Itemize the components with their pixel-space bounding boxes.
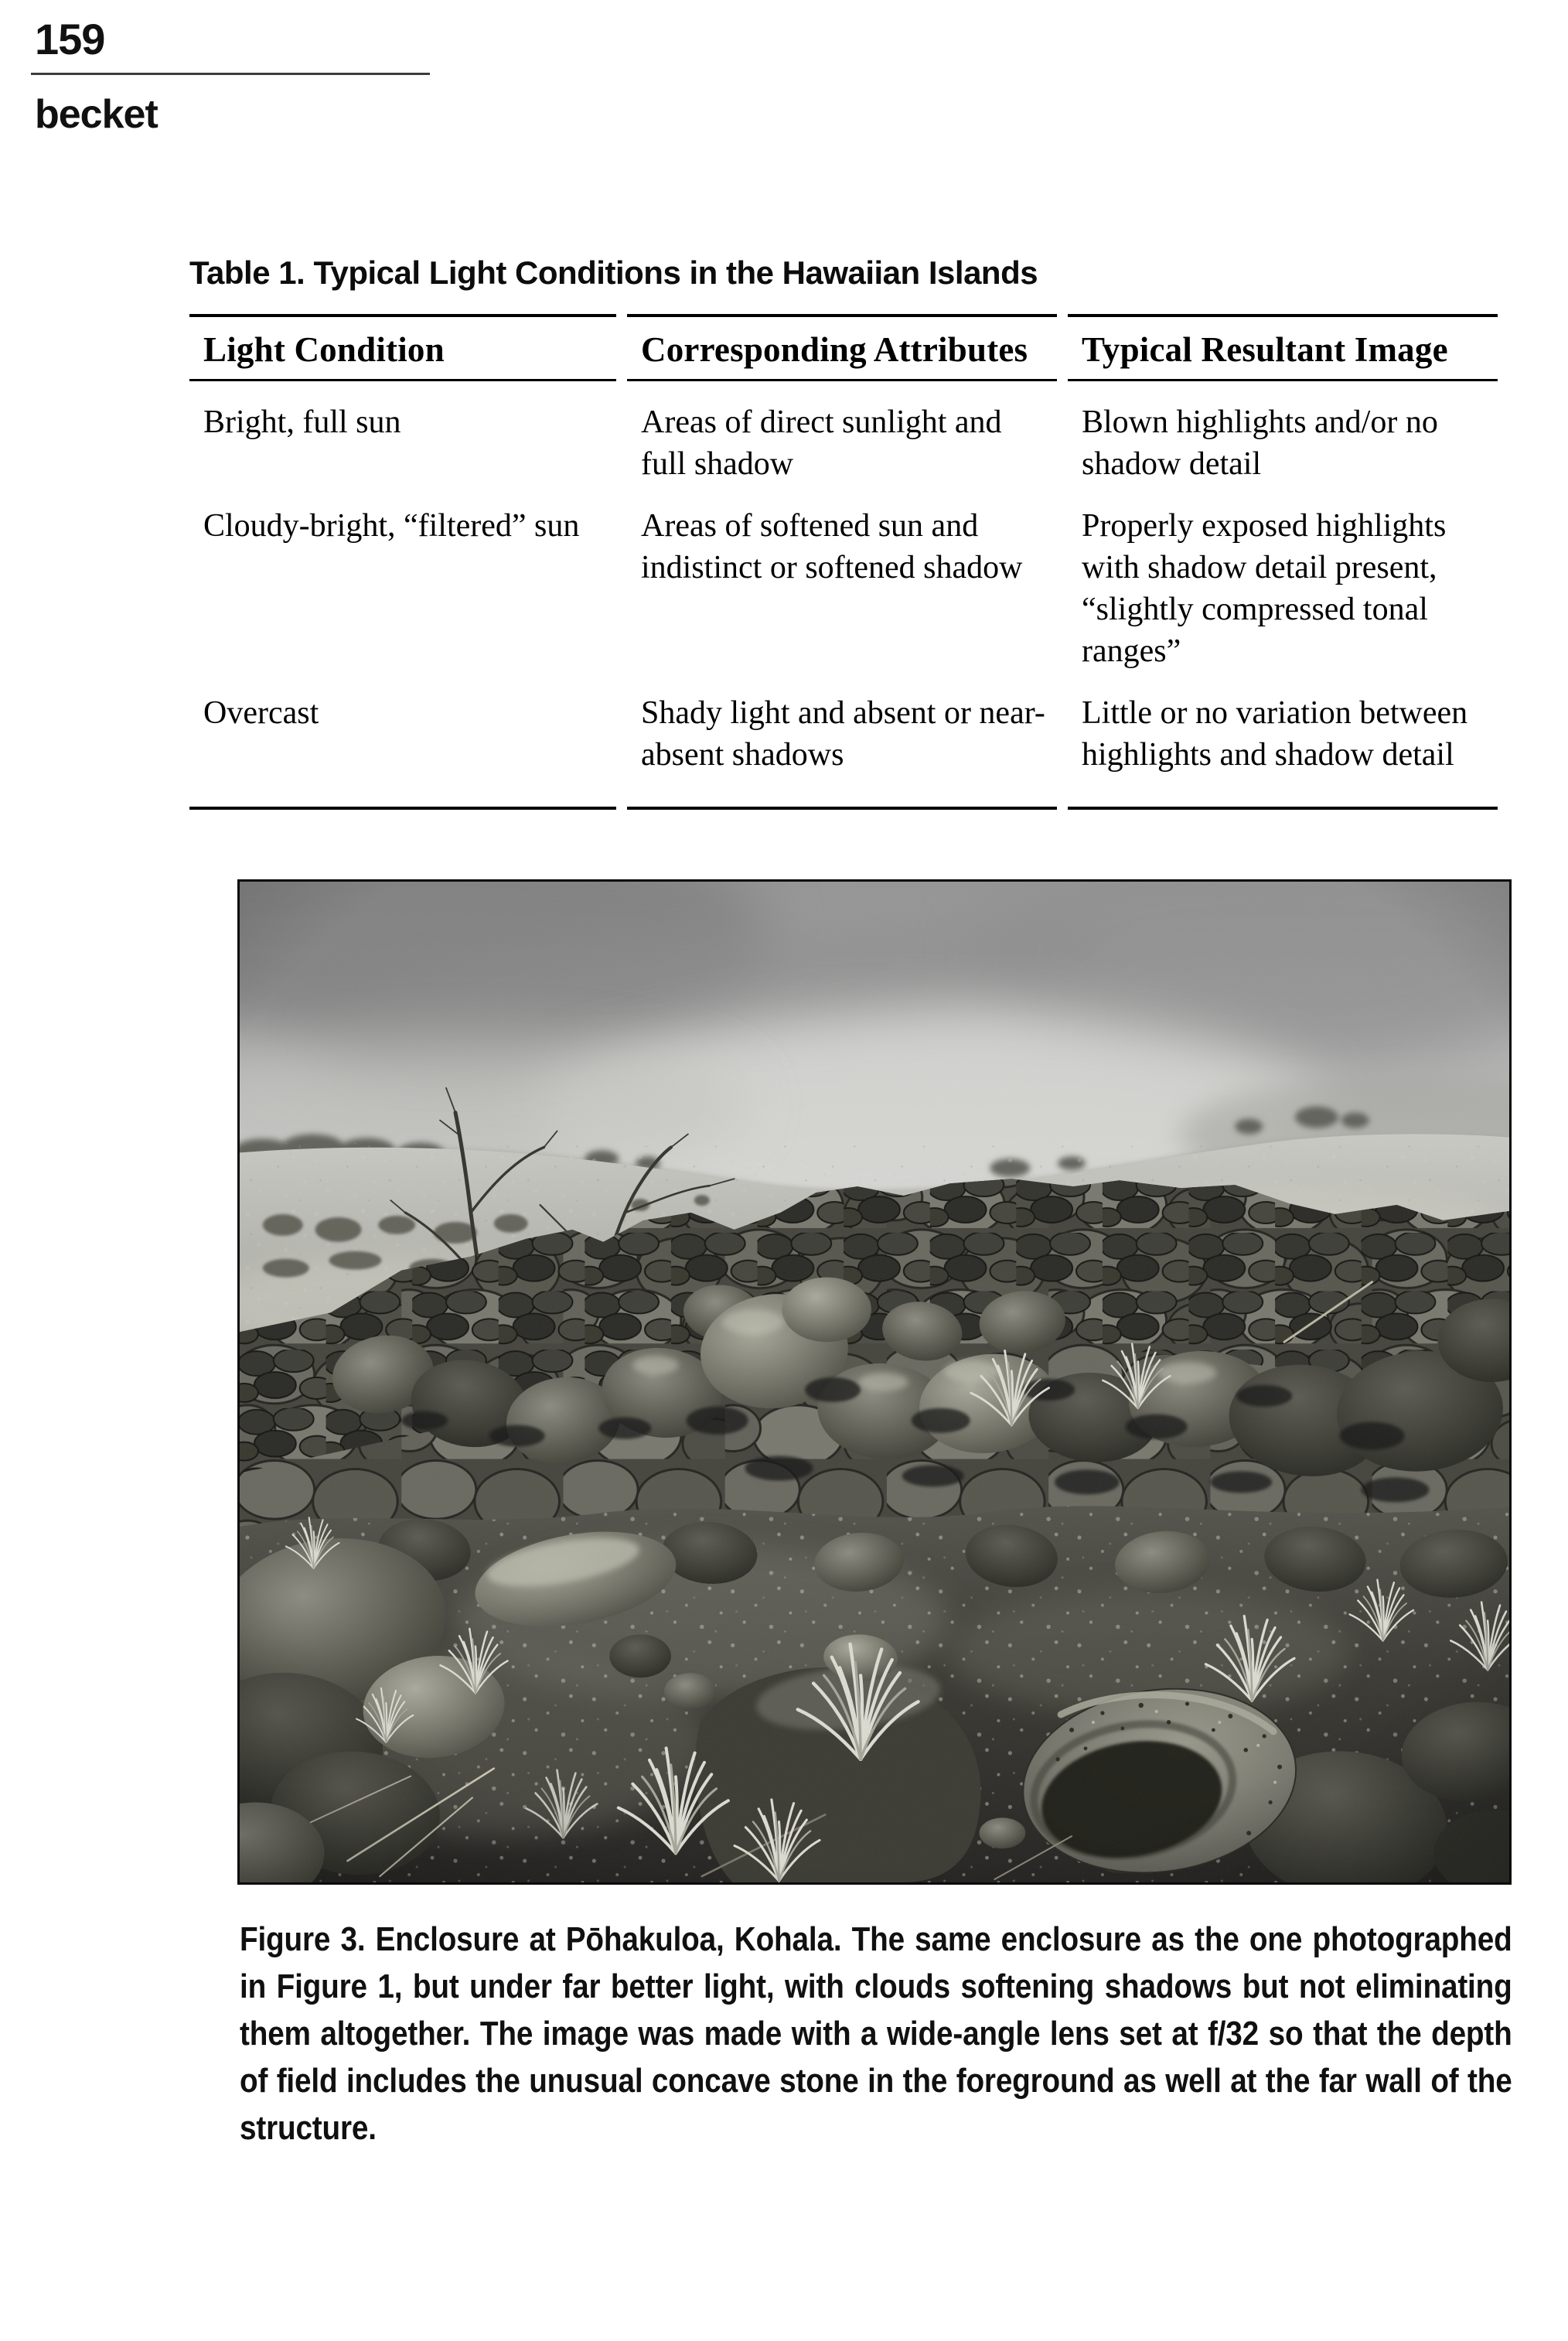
column-header-corresponding-attributes: Corresponding Attributes <box>627 314 1057 381</box>
table-row <box>189 485 1498 672</box>
table-block <box>189 255 1519 810</box>
cell-typical-resultant-image: Little or no variation between highlights and shadow detail <box>1068 672 1498 810</box>
cell-typical-resultant-image: Properly exposed highlights with shadow detail present, “slightly compressed tonal ranges” <box>1082 508 1447 669</box>
figure-caption <box>240 1916 1512 2152</box>
column-header-typical-resultant-image: Typical Resultant Image <box>1068 314 1498 381</box>
running-head: becket <box>35 92 158 137</box>
column-header-light-condition: Light Condition <box>189 314 616 381</box>
table-title: Table 1. Typical Light Conditions in the Hawaiian Islands <box>189 254 1038 291</box>
photo-grain <box>240 882 1509 1882</box>
cell-light-condition: Overcast <box>189 672 616 810</box>
cell-corresponding-attributes: Shady light and absent or near-absent shadows <box>627 672 1057 810</box>
cell-corresponding-attributes: Areas of direct sunlight and full shadow <box>641 404 1002 482</box>
cell-light-condition: Bright, full sun <box>203 404 401 440</box>
cell-light-condition: Cloudy-bright, “filtered” sun <box>203 508 580 544</box>
table-row <box>189 381 1498 485</box>
header-rule <box>31 73 430 75</box>
figure-photo <box>237 879 1512 1885</box>
cell-typical-resultant-image: Blown highlights and/or no shadow detail <box>1082 404 1438 482</box>
light-conditions-table <box>179 314 1508 810</box>
page-number: 159 <box>35 15 105 63</box>
table-header-row <box>189 314 1498 381</box>
photo-image <box>240 882 1509 1882</box>
figure-caption-text: Figure 3. Enclosure at Pōhakuloa, Kohala. The same enclosure as the one photographed in Figure 1, but under far better light, with clouds softening shadows but not eliminating them altogether. The image was made with a wide-angle lens set at f/32 so that the depth of field includes the unusual concave stone in the foreground as well at the far wall of the structure. <box>240 1920 1512 2147</box>
cell-corresponding-attributes: Areas of softened sun and indistinct or softened shadow <box>641 508 1023 585</box>
table-row <box>189 672 1498 810</box>
